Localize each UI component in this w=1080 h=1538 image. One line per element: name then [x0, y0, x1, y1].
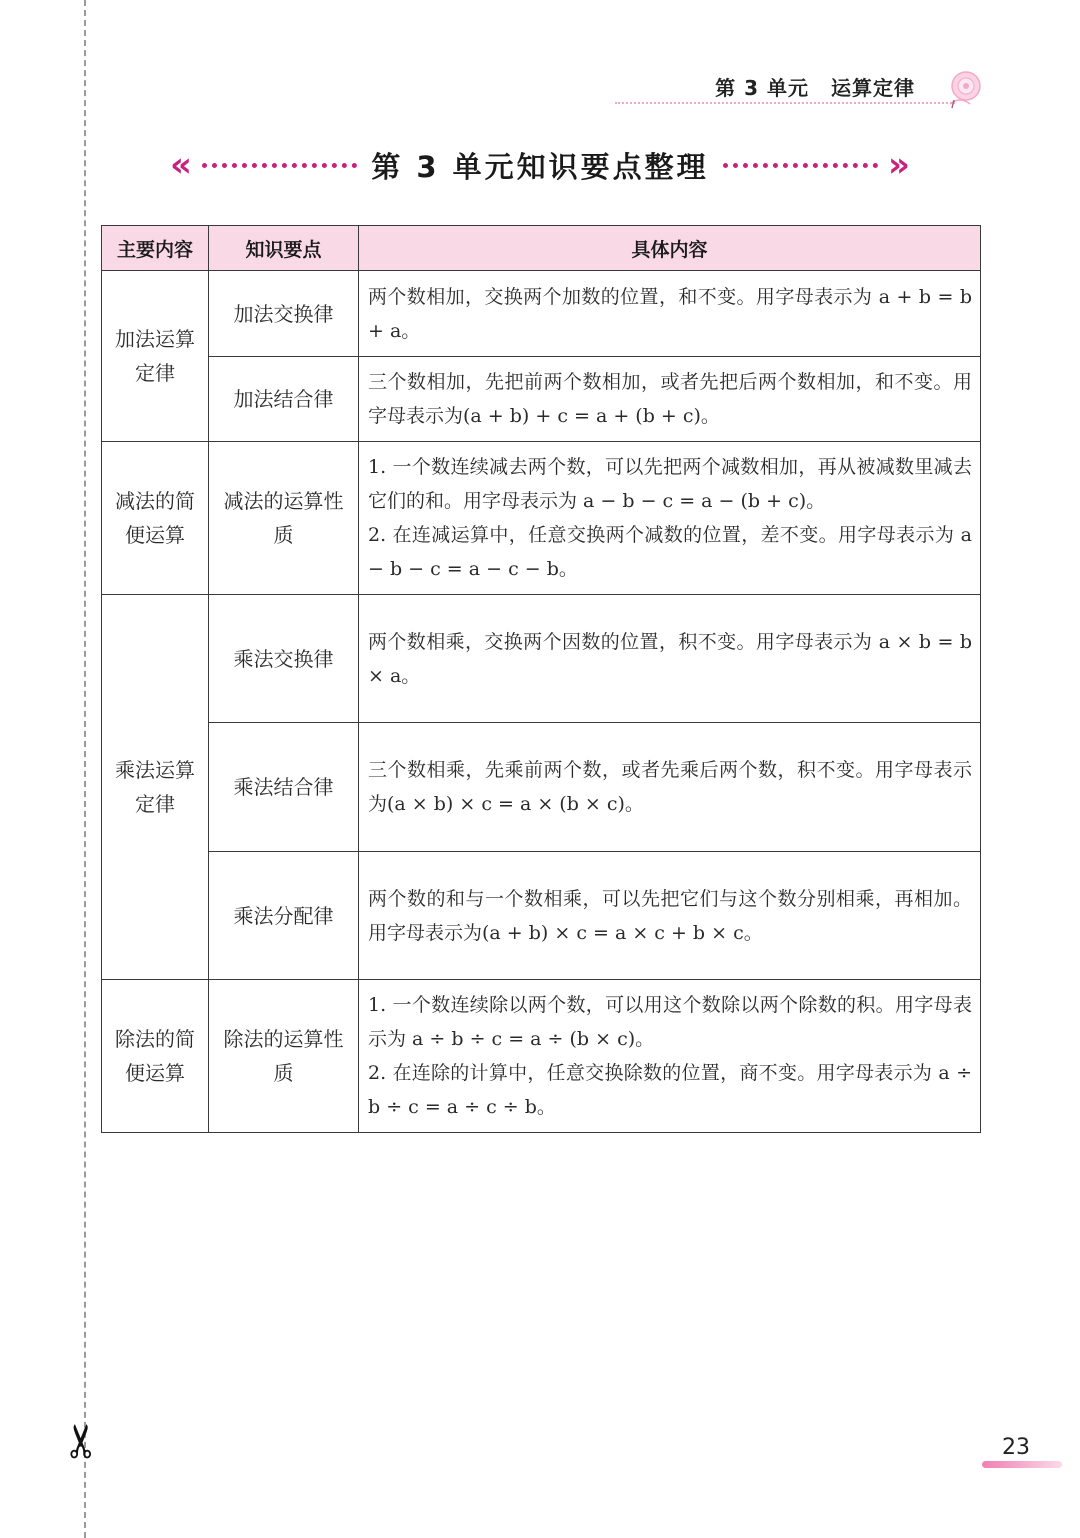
- header-knowledge-point: 知识要点: [209, 226, 359, 271]
- double-chevron-right-icon: »: [888, 145, 910, 185]
- scissors-icon: ✂: [54, 1421, 109, 1461]
- header-unit: 第 3 单元: [715, 76, 809, 100]
- page-number: 23: [1002, 1435, 1030, 1460]
- detail-cell: 三个数相乘，先乘前两个数，或者先乘后两个数，积不变。用字母表示为(a × b) × c = a × (b × c)。: [359, 723, 981, 852]
- header-topic: 运算定律: [831, 76, 915, 100]
- section-title: 第 3 单元知识要点整理: [371, 149, 709, 184]
- list-item: [368, 518, 972, 586]
- detail-cell: 两个数的和与一个数相乘，可以先把它们与这个数分别相乘，再相加。用字母表示为(a + b) × c = a × c + b × c。: [359, 852, 981, 980]
- table-header-row: [102, 226, 981, 271]
- table-row: [102, 723, 981, 852]
- table-row: [102, 852, 981, 980]
- table-row: [102, 271, 981, 357]
- table-row: [102, 980, 981, 1133]
- knowledge-point-cell: 减法的运算性质: [209, 442, 359, 595]
- table-row: [102, 442, 981, 595]
- knowledge-point-cell: 乘法交换律: [209, 595, 359, 723]
- header-detail: 具体内容: [359, 226, 981, 271]
- list-item-text: 2. 在连减运算中，任意交换两个减数的位置，差不变。用字母表示为 a − b − c = a − c − b。: [368, 524, 972, 580]
- category-cell: 加法运算定律: [102, 271, 209, 442]
- double-chevron-left-icon: «: [170, 145, 192, 185]
- detail-cell: [359, 442, 981, 595]
- header-rule: [615, 102, 955, 104]
- cut-line: [84, 0, 86, 1538]
- knowledge-point-cell: 除法的运算性质: [209, 980, 359, 1133]
- category-cell: 减法的简便运算: [102, 442, 209, 595]
- category-cell: 乘法运算定律: [102, 595, 209, 980]
- table-row: [102, 595, 981, 723]
- table-row: [102, 357, 981, 442]
- list-item-text: 2. 在连除的计算中，任意交换除数的位置，商不变。用字母表示为 a ÷ b ÷ c = a ÷ c ÷ b。: [368, 1062, 972, 1118]
- title-dots-right: [723, 163, 878, 168]
- detail-cell: 两个数相加，交换两个加数的位置，和不变。用字母表示为 a + b = b + a。: [359, 271, 981, 357]
- flower-decoration-icon: [940, 64, 988, 112]
- knowledge-point-cell: 加法结合律: [209, 357, 359, 442]
- knowledge-table: [101, 225, 981, 1133]
- detail-cell: [359, 980, 981, 1133]
- detail-cell: 三个数相加，先把前两个数相加，或者先把后两个数相加，和不变。用字母表示为(a + b) + c = a + (b + c)。: [359, 357, 981, 442]
- list-item: [368, 988, 972, 1056]
- title-dots-left: [202, 163, 357, 168]
- list-item: [368, 1056, 972, 1124]
- knowledge-point-cell: 加法交换律: [209, 271, 359, 357]
- page-number-bar: [982, 1461, 1062, 1468]
- header-main-content: 主要内容: [102, 226, 209, 271]
- detail-cell: 两个数相乘，交换两个因数的位置，积不变。用字母表示为 a × b = b × a。: [359, 595, 981, 723]
- knowledge-point-cell: 乘法结合律: [209, 723, 359, 852]
- section-title-banner: [170, 140, 910, 190]
- list-item: [368, 450, 972, 518]
- knowledge-point-cell: 乘法分配律: [209, 852, 359, 980]
- list-item-text: 1. 一个数连续除以两个数，可以用这个数除以两个除数的积。用字母表示为 a ÷ b ÷ c = a ÷ (b × c)。: [368, 994, 972, 1050]
- list-item-text: 1. 一个数连续减去两个数，可以先把两个减数相加，再从被减数里减去它们的和。用字母表示为 a − b − c = a − (b + c)。: [368, 456, 972, 512]
- page-header: [715, 72, 915, 101]
- category-cell: 除法的简便运算: [102, 980, 209, 1133]
